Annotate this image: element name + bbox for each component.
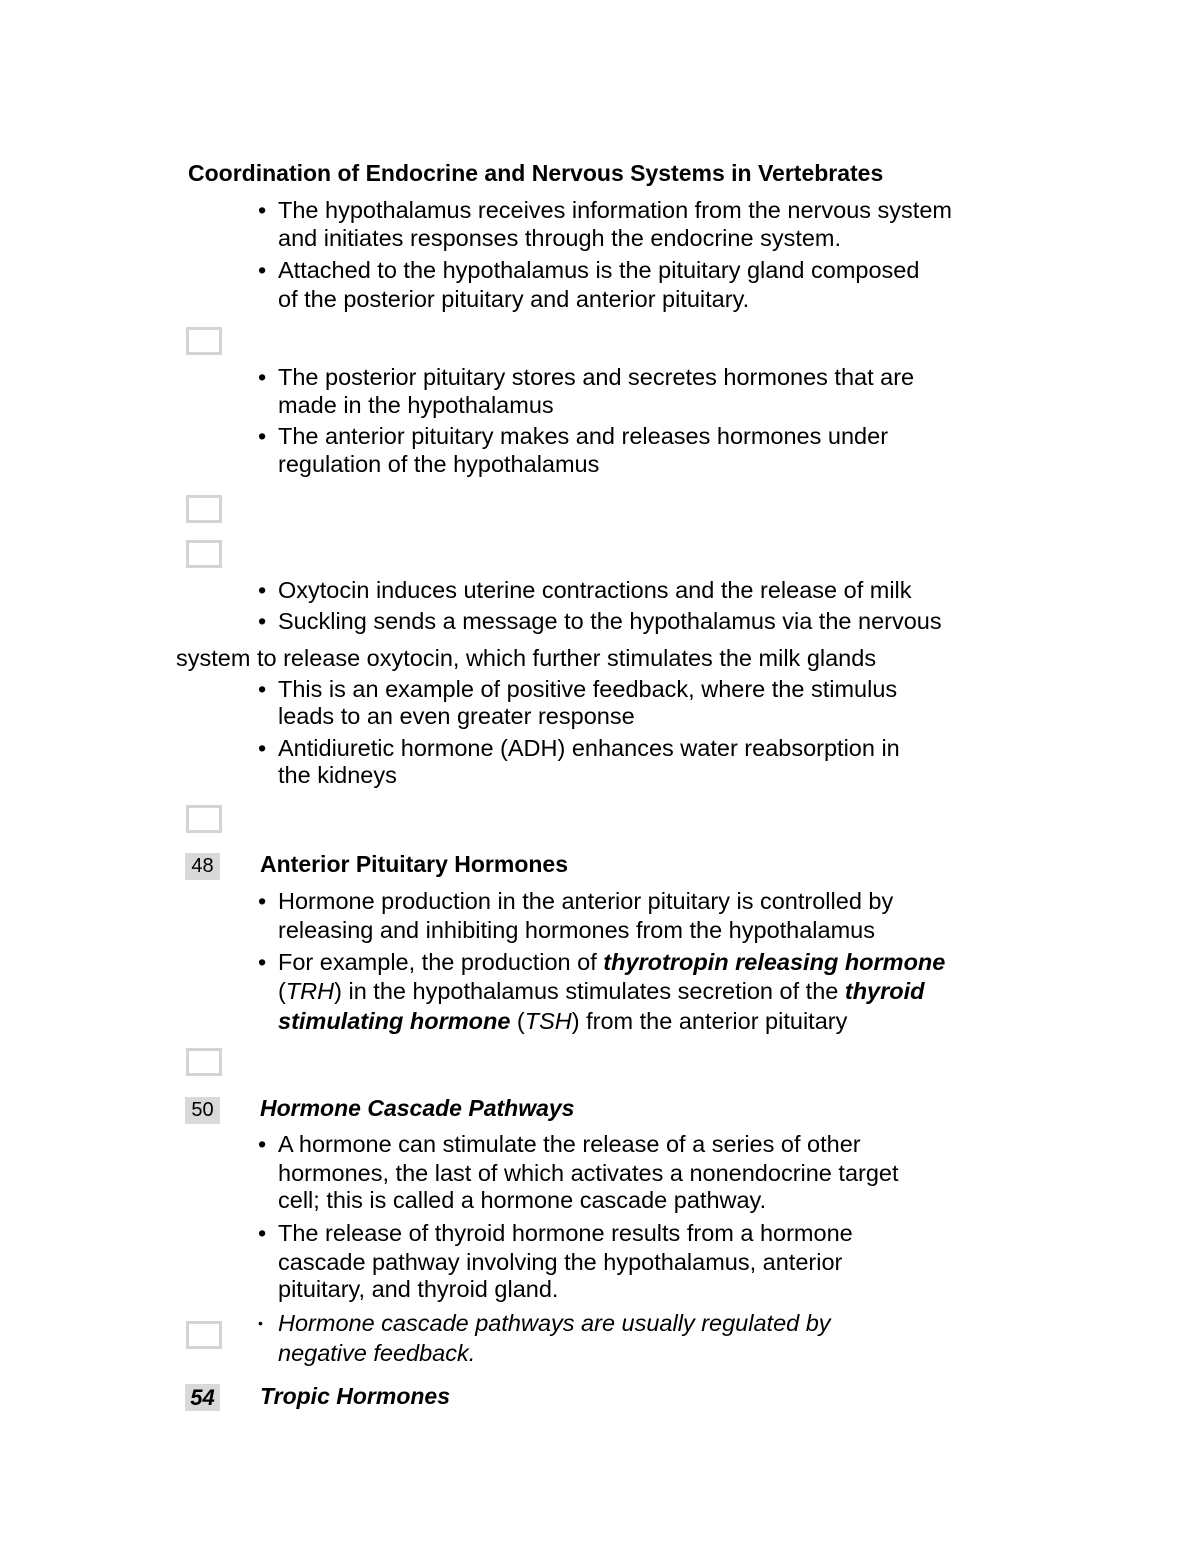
bullet-line: negative feedback.	[278, 1340, 476, 1366]
section-heading-tropic: Tropic Hormones	[260, 1383, 450, 1409]
bullet-line: Hormone production in the anterior pituitary is controlled by	[278, 888, 894, 914]
bullet-line: cascade pathway involving the hypothalamus, anterior	[278, 1249, 843, 1275]
bullet-line	[278, 977, 925, 1005]
page-title: Coordination of Endocrine and Nervous Systems in Vertebrates	[188, 160, 884, 186]
slide-number: 48	[185, 853, 220, 880]
bullet-line: and initiates responses through the endocrine system.	[278, 225, 842, 251]
bullet-icon: •	[258, 888, 267, 914]
placeholder-box	[186, 495, 222, 523]
text-run: ) from the anterior pituitary	[571, 1008, 848, 1034]
text-run: (	[278, 978, 286, 1004]
text-run: For example, the production of	[278, 949, 604, 975]
bullet-line: hormones, the last of which activates a nonendocrine target	[278, 1160, 899, 1186]
bullet-line: The release of thyroid hormone results from a hormone	[278, 1220, 853, 1246]
bullet-line: The hypothalamus receives information from the nervous system	[278, 197, 952, 223]
bullet-line	[278, 1007, 847, 1035]
bullet-line: The posterior pituitary stores and secretes hormones that are	[278, 364, 915, 390]
bullet-icon: •	[258, 676, 267, 702]
term-trh-full: thyrotropin releasing hormone	[603, 949, 946, 975]
bullet-line: cell; this is called a hormone cascade pathway.	[278, 1187, 767, 1213]
bullet-line: Hormone cascade pathways are usually regulated by	[278, 1310, 831, 1336]
bullet-icon: •	[258, 257, 267, 283]
term-thyroid: thyroid	[844, 978, 925, 1004]
bullet-icon: •	[258, 735, 267, 761]
bullet-line: Suckling sends a message to the hypothalamus via the nervous	[278, 608, 942, 634]
section-heading-cascade: Hormone Cascade Pathways	[260, 1095, 575, 1121]
term-trh: TRH	[285, 978, 335, 1004]
bullet-icon: •	[258, 364, 267, 390]
bullet-icon: •	[258, 423, 267, 449]
placeholder-box	[186, 1321, 222, 1349]
bullet-icon: •	[258, 1315, 263, 1331]
bullet-line: of the posterior pituitary and anterior pituitary.	[278, 286, 750, 312]
bullet-line: Antidiuretic hormone (ADH) enhances water reabsorption in	[278, 735, 900, 761]
bullet-line: A hormone can stimulate the release of a series of other	[278, 1131, 861, 1157]
bullet-line: Attached to the hypothalamus is the pituitary gland composed	[278, 257, 920, 283]
bullet-line: The anterior pituitary makes and releases hormones under	[278, 423, 889, 449]
section-heading-anterior-pituitary: Anterior Pituitary Hormones	[260, 851, 568, 877]
term-tsh: TSH	[524, 1008, 572, 1034]
bullet-line: leads to an even greater response	[278, 703, 635, 729]
bullet-icon: •	[258, 949, 267, 975]
bullet-line	[278, 948, 945, 976]
bullet-line: regulation of the hypothalamus	[278, 451, 600, 477]
bullet-suckling-continued: system to release oxytocin, which further stimulates the milk glands	[176, 645, 877, 671]
slide-number: 54	[185, 1384, 220, 1411]
term-tsh-full: stimulating hormone	[278, 1008, 511, 1034]
bullet-icon: •	[258, 608, 267, 634]
bullet-icon: •	[258, 197, 267, 223]
bullet-line: the kidneys	[278, 762, 397, 788]
bullet-line: Oxytocin induces uterine contractions and the release of milk	[278, 577, 912, 603]
placeholder-box	[186, 540, 222, 568]
bullet-icon: •	[258, 1131, 267, 1157]
bullet-line: pituitary, and thyroid gland.	[278, 1276, 559, 1302]
bullet-line: releasing and inhibiting hormones from the hypothalamus	[278, 917, 875, 943]
placeholder-box	[186, 1048, 222, 1076]
placeholder-box	[186, 327, 222, 355]
text-run: ) in the hypothalamus stimulates secretion of the	[334, 978, 845, 1004]
placeholder-box	[186, 805, 222, 833]
text-run: (	[510, 1008, 525, 1034]
bullet-line: made in the hypothalamus	[278, 392, 554, 418]
bullet-line: This is an example of positive feedback, where the stimulus	[278, 676, 898, 702]
bullet-icon: •	[258, 577, 267, 603]
slide-number: 50	[185, 1097, 220, 1124]
bullet-icon: •	[258, 1220, 267, 1246]
